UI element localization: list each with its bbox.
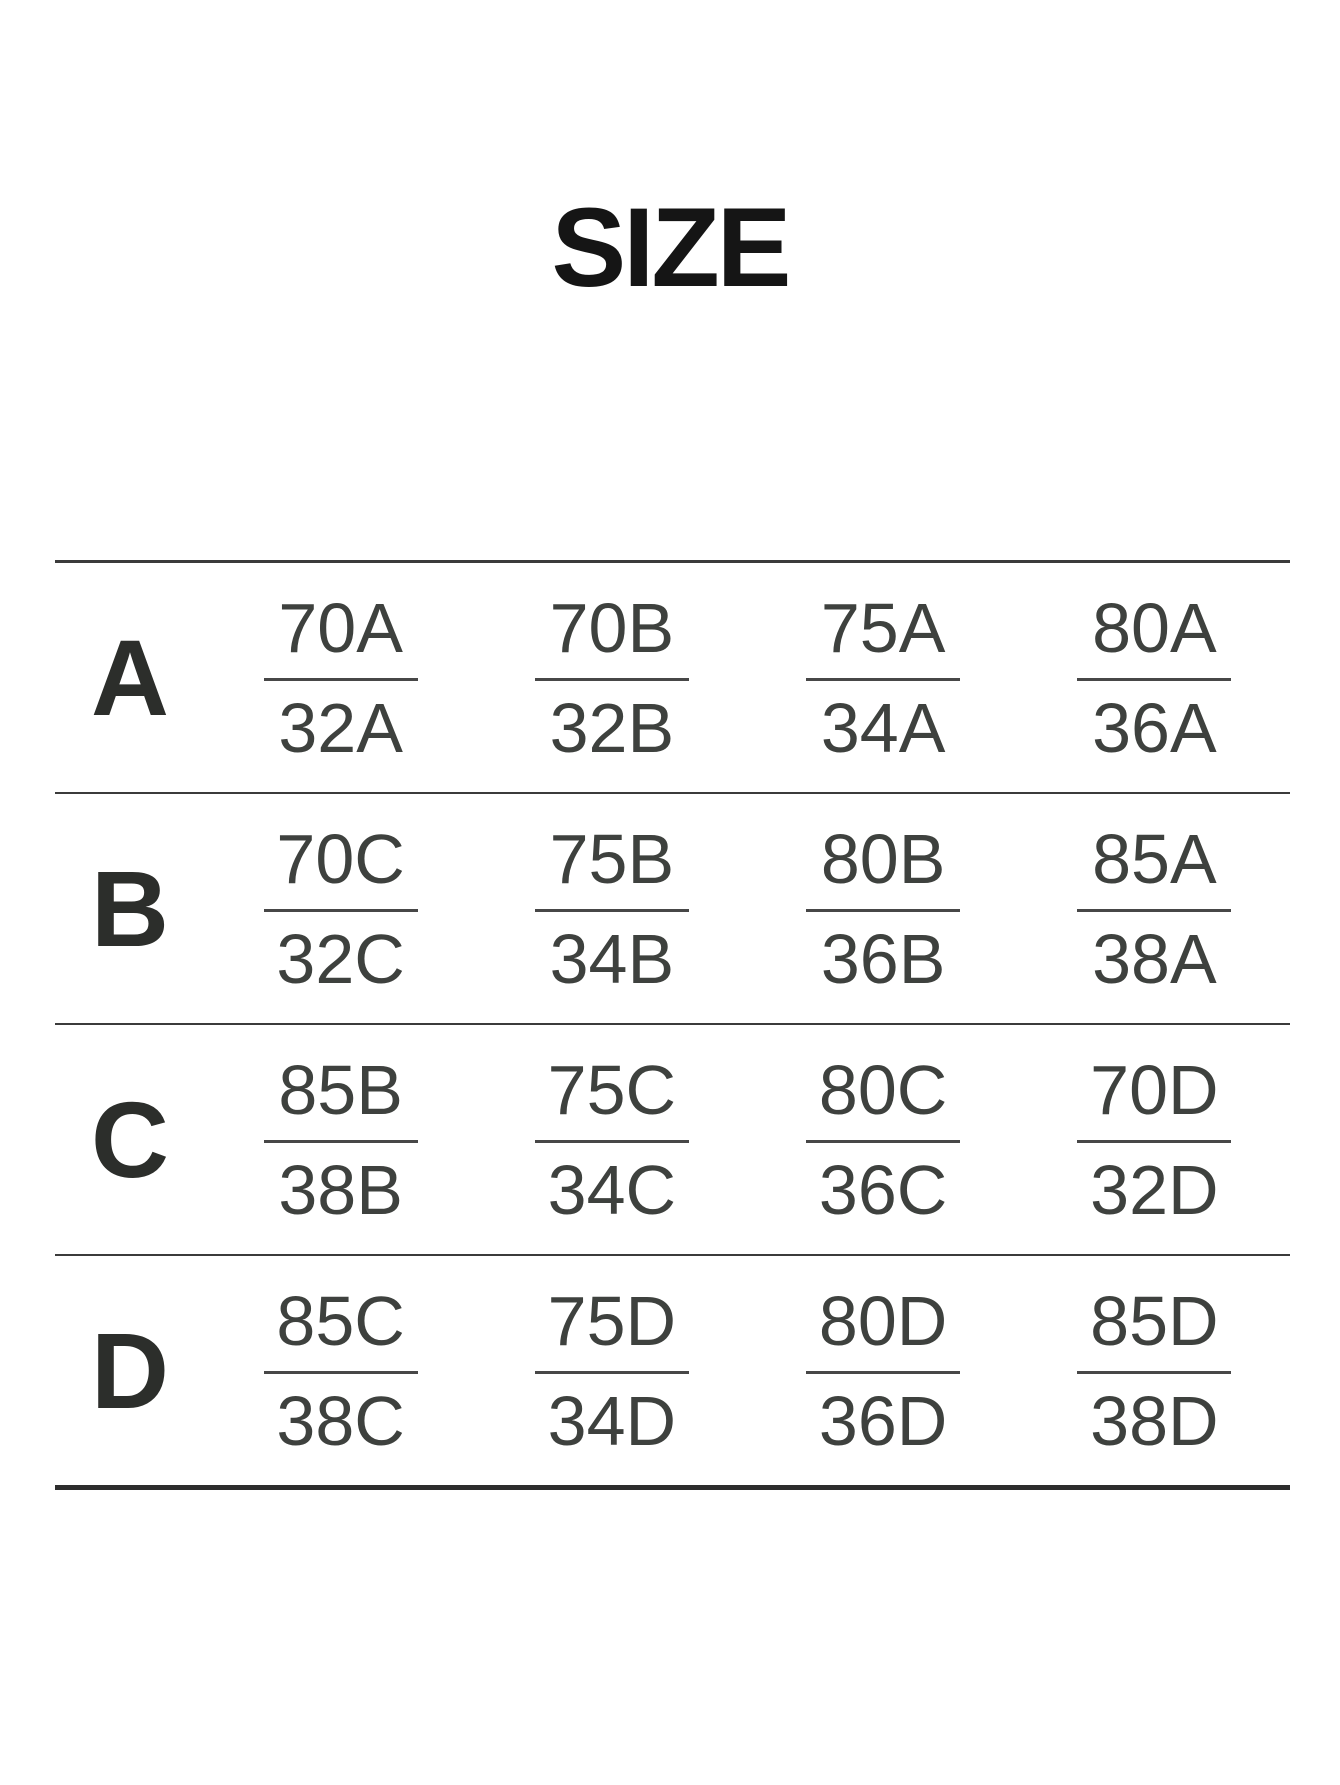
size-fraction [264, 1281, 418, 1460]
size-cell [205, 819, 476, 998]
row-label-a: A [91, 616, 169, 738]
size-fraction [535, 1281, 689, 1460]
size-top-value: 75C [547, 1050, 677, 1129]
table-row-c [55, 1025, 1290, 1256]
size-cell [1019, 1281, 1290, 1460]
size-cell [205, 1281, 476, 1460]
size-top-value: 75A [820, 588, 946, 667]
size-fraction [806, 1050, 960, 1229]
size-top-value: 85A [1092, 819, 1217, 898]
size-bottom-value: 36A [1092, 688, 1217, 767]
row-label-b: B [91, 847, 169, 969]
size-fraction [1077, 588, 1231, 767]
fraction-divider [806, 678, 960, 681]
size-bottom-value: 34C [547, 1150, 677, 1229]
size-fraction [806, 819, 960, 998]
fraction-divider [264, 678, 418, 681]
fraction-divider [264, 909, 418, 912]
size-top-value: 85C [276, 1281, 405, 1360]
size-cell [476, 588, 747, 767]
size-fraction [1077, 1050, 1231, 1229]
size-bottom-value: 36D [818, 1381, 948, 1460]
size-bottom-value: 32B [549, 688, 675, 767]
size-top-value: 85D [1090, 1281, 1219, 1360]
size-bottom-value: 38D [1090, 1381, 1219, 1460]
size-bottom-value: 38A [1092, 919, 1217, 998]
size-cell [205, 1050, 476, 1229]
size-top-value: 75B [549, 819, 675, 898]
size-cell [748, 1281, 1019, 1460]
page-title: SIZE [551, 185, 789, 310]
size-cell [748, 588, 1019, 767]
size-bottom-value: 32D [1090, 1150, 1219, 1229]
fraction-divider [806, 909, 960, 912]
size-top-value: 80B [820, 819, 946, 898]
table-row-a [55, 563, 1290, 794]
size-cell [748, 819, 1019, 998]
size-cell [476, 1050, 747, 1229]
fraction-divider [535, 1140, 689, 1143]
size-fraction [535, 819, 689, 998]
size-fraction [1077, 819, 1231, 998]
size-bottom-value: 34A [820, 688, 946, 767]
size-bottom-value: 32C [276, 919, 405, 998]
size-top-value: 80A [1092, 588, 1217, 667]
size-bottom-value: 34D [547, 1381, 677, 1460]
size-cell [205, 588, 476, 767]
size-fraction [264, 819, 418, 998]
size-top-value: 80D [818, 1281, 948, 1360]
row-label-c: C [91, 1078, 169, 1200]
size-fraction [264, 1050, 418, 1229]
fraction-divider [1077, 1371, 1231, 1374]
size-bottom-value: 34B [549, 919, 675, 998]
size-fraction [535, 588, 689, 767]
fraction-divider [264, 1140, 418, 1143]
size-fraction [1077, 1281, 1231, 1460]
fraction-divider [806, 1371, 960, 1374]
size-bottom-value: 36C [818, 1150, 948, 1229]
table-row-b [55, 794, 1290, 1025]
size-fraction [535, 1050, 689, 1229]
size-fraction [806, 588, 960, 767]
size-cell [1019, 819, 1290, 998]
fraction-divider [535, 909, 689, 912]
size-cell [1019, 1050, 1290, 1229]
size-cell [476, 1281, 747, 1460]
size-cell [1019, 588, 1290, 767]
size-top-value: 70B [549, 588, 675, 667]
fraction-divider [535, 1371, 689, 1374]
size-top-value: 80C [818, 1050, 948, 1129]
fraction-divider [535, 678, 689, 681]
table-row-d [55, 1256, 1290, 1485]
size-top-value: 70D [1090, 1050, 1219, 1129]
size-top-value: 85B [278, 1050, 403, 1129]
fraction-divider [1077, 1140, 1231, 1143]
fraction-divider [264, 1371, 418, 1374]
size-bottom-value: 38C [276, 1381, 405, 1460]
fraction-divider [806, 1140, 960, 1143]
size-top-value: 70C [276, 819, 405, 898]
size-fraction [264, 588, 418, 767]
fraction-divider [1077, 678, 1231, 681]
fraction-divider [1077, 909, 1231, 912]
size-bottom-value: 32A [278, 688, 403, 767]
size-table [55, 560, 1290, 1490]
size-fraction [806, 1281, 960, 1460]
size-top-value: 70A [278, 588, 403, 667]
size-top-value: 75D [547, 1281, 677, 1360]
size-cell [748, 1050, 1019, 1229]
row-label-d: D [91, 1309, 169, 1431]
size-bottom-value: 38B [278, 1150, 403, 1229]
size-cell [476, 819, 747, 998]
size-bottom-value: 36B [820, 919, 946, 998]
